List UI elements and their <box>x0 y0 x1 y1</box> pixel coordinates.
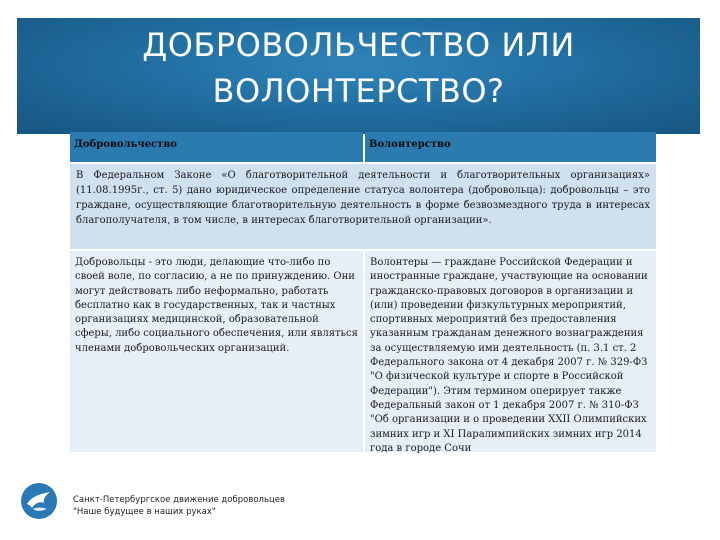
table-header-volunteer-work: Волонтерство <box>365 132 656 162</box>
footer-line-1: Санкт-Петербургское движение добровольцев <box>73 495 286 505</box>
table-cell-volunteering-definition: Добровольцы - это люди, делающие что-либо по своей воле, по согласию, а не по принуждению. Они могут действовать либо неформально, работать бесплатно как в государственных, так и частных организациях медицинской, образовательной сферы, либо социального обеспечения, или являться членами добровольческих организаций. <box>70 251 363 452</box>
footer-organization <box>73 494 285 518</box>
footer-line-2: "Наше будущее в наших руках" <box>73 507 216 517</box>
table-header-volunteering: Добровольчество <box>70 132 363 162</box>
slide-title <box>17 22 700 114</box>
table-row-law-definition: В Федеральном Законе «О благотворительной деятельности и благотворительных организациях» (11.08.1995г., ст. 5) дано юридическое определение статуса волонтера (добровольца): добровольцы – это граждане, осуществляющие благотворительную деятельность в форме безвозмездного труда в интересах благополучателя, в том числе, в интересах благотворительной организации». <box>70 164 656 249</box>
dove-logo-icon <box>20 482 58 520</box>
title-line-1: ДОБРОВОЛЬЧЕСТВО ИЛИ <box>142 26 575 64</box>
title-line-2: ВОЛОНТЕРСТВО? <box>212 72 505 110</box>
table-cell-volunteer-definition: Волонтеры — граждане Российской Федерации и иностранные граждане, участвующие на основании гражданско-правовых договоров в организации и (или) проведении физкультурных мероприятий, спортивных мероприятий без предоставления указанным гражданам денежного вознаграждения за осуществляемую ими деятельность (п. 3.1 ст. 2 Федерального закона от 4 декабря 2007 г. № 329-ФЗ "О физической культуре и спорте в Российской Федерации"). Этим термином оперирует также Федеральный закон от 1 декабря 2007 г. № 310-ФЗ "Об организации и о проведении XXII Олимпийских зимних игр и XI Паралимпийских зимних игр 2014 года в городе Сочи <box>365 251 656 452</box>
